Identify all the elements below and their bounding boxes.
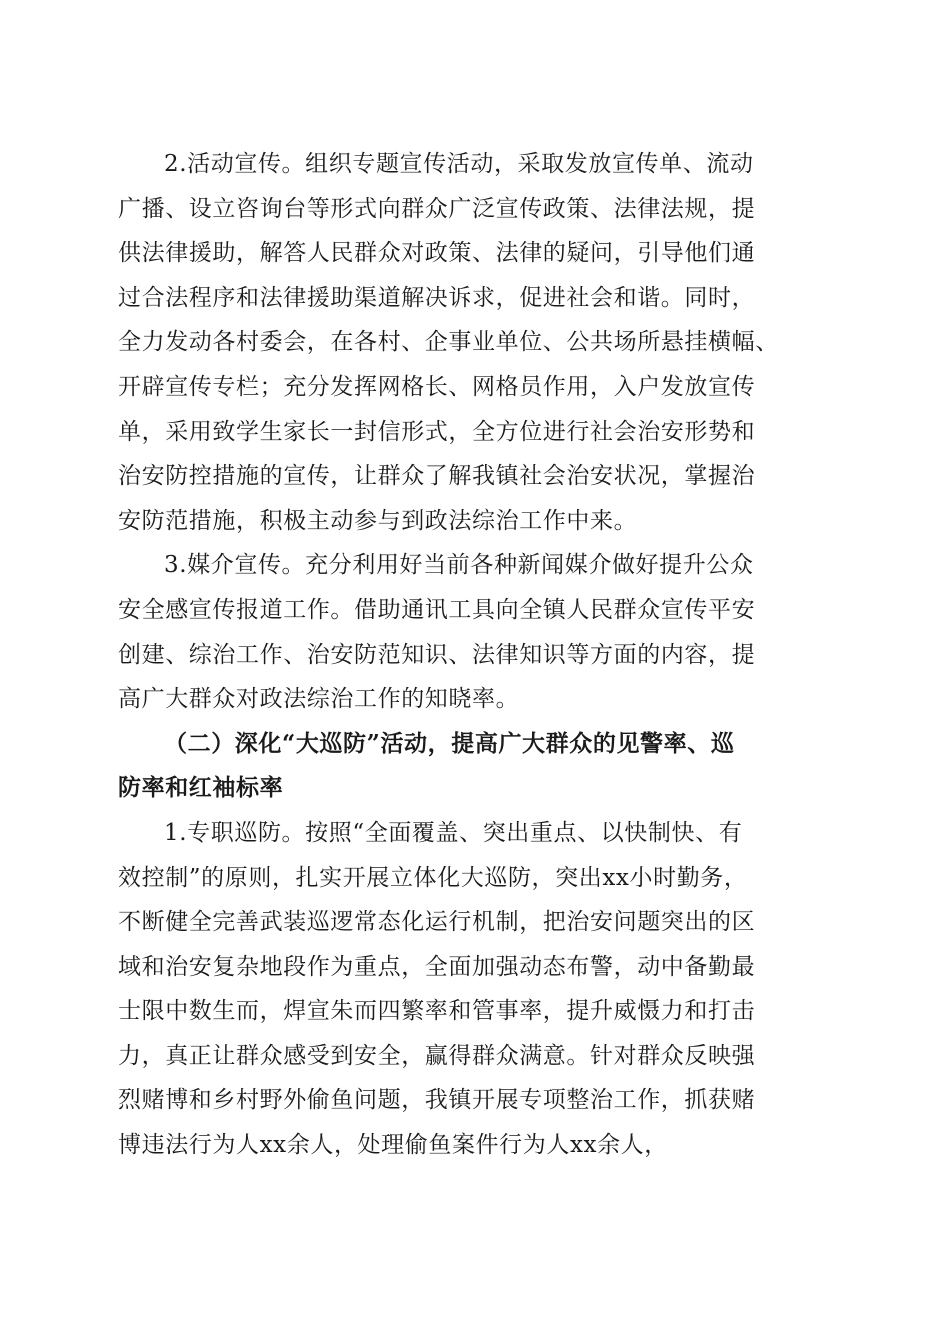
paragraph-patrol-line-4: 域和治安复杂地段作为重点，全面加强动态布警，动中备勤最 [118, 953, 756, 980]
paragraph-media-publicity-line-4: 高广大群众对政法综治工作的知晓率。 [118, 686, 520, 713]
paragraph-activity-publicity-line-2: 广播、设立咨询台等形式向群众广泛宣传政策、法律法规，提 [118, 195, 756, 222]
document-body [118, 142, 828, 1168]
paragraph-activity-publicity-line-8: 治安防控措施的宣传，让群众了解我镇社会治安状况，掌握治 [118, 463, 756, 490]
paragraph-patrol-line-6: 力，真正让群众感受到安全，赢得群众满意。针对群众反映强 [118, 1042, 756, 1069]
section-heading-line-2: 防率和红袖标率 [118, 774, 284, 802]
paragraph-activity-publicity-line-1: 2.活动宣传。组织专题宣传活动，采取发放宣传单、流动 [164, 151, 754, 177]
paragraph-activity-publicity-line-4: 过合法程序和法律援助渠道解决诉求，促进社会和谐。同时， [118, 284, 756, 311]
paragraph-patrol-line-3: 不断健全完善武装巡逻常态化运行机制，把治安问题突出的区 [118, 909, 756, 936]
paragraph-media-publicity-line-1: 3.媒介宣传。充分利用好当前各种新闻媒介做好提升公众 [164, 552, 754, 579]
paragraph-activity-publicity-line-9: 安防范措施，积极主动参与到政法综治工作中来。 [118, 507, 638, 534]
paragraph-activity-publicity-line-7: 单，采用致学生家长一封信形式，全方位进行社会治安形势和 [118, 418, 756, 445]
paragraph-patrol-line-8: 博违法行为人xx余人，处理偷鱼案件行为人xx余人， [118, 1132, 668, 1159]
paragraph-patrol-line-5: 士限中数生而，焊宣朱而四繁率和管事率，提升威慑力和打击 [118, 998, 756, 1025]
paragraph-media-publicity-line-2: 安全感宣传报道工作。借助通讯工具向全镇人民群众宣传平安 [118, 596, 756, 623]
paragraph-patrol-line-1: 1.专职巡防。按照“全面覆盖、突出重点、以快制快、有 [164, 819, 743, 846]
paragraph-activity-publicity-line-5: 全力发动各村委会，在各村、企事业单位、公共场所悬挂横幅、 [118, 329, 779, 356]
paragraph-activity-publicity-line-6: 开辟宣传专栏；充分发挥网格长、网格员作用，入户发放宣传 [118, 373, 756, 400]
paragraph-activity-publicity-line-3: 供法律援助，解答人民群众对政策、法律的疑问，引导他们通 [118, 240, 756, 267]
paragraph-patrol-line-7: 烈赌博和乡村野外偷鱼问题，我镇开展专项整治工作，抓获赌 [118, 1087, 756, 1114]
section-heading-line-1: （二）深化“大巡防”活动，提高广大群众的见警率、巡 [164, 729, 735, 757]
paragraph-media-publicity-line-3: 创建、综治工作、治安防范知识、法律知识等方面的内容，提 [118, 641, 756, 668]
paragraph-patrol-line-2: 效控制”的原则，扎实开展立体化大巡防，突出xx小时勤务， [118, 864, 748, 891]
